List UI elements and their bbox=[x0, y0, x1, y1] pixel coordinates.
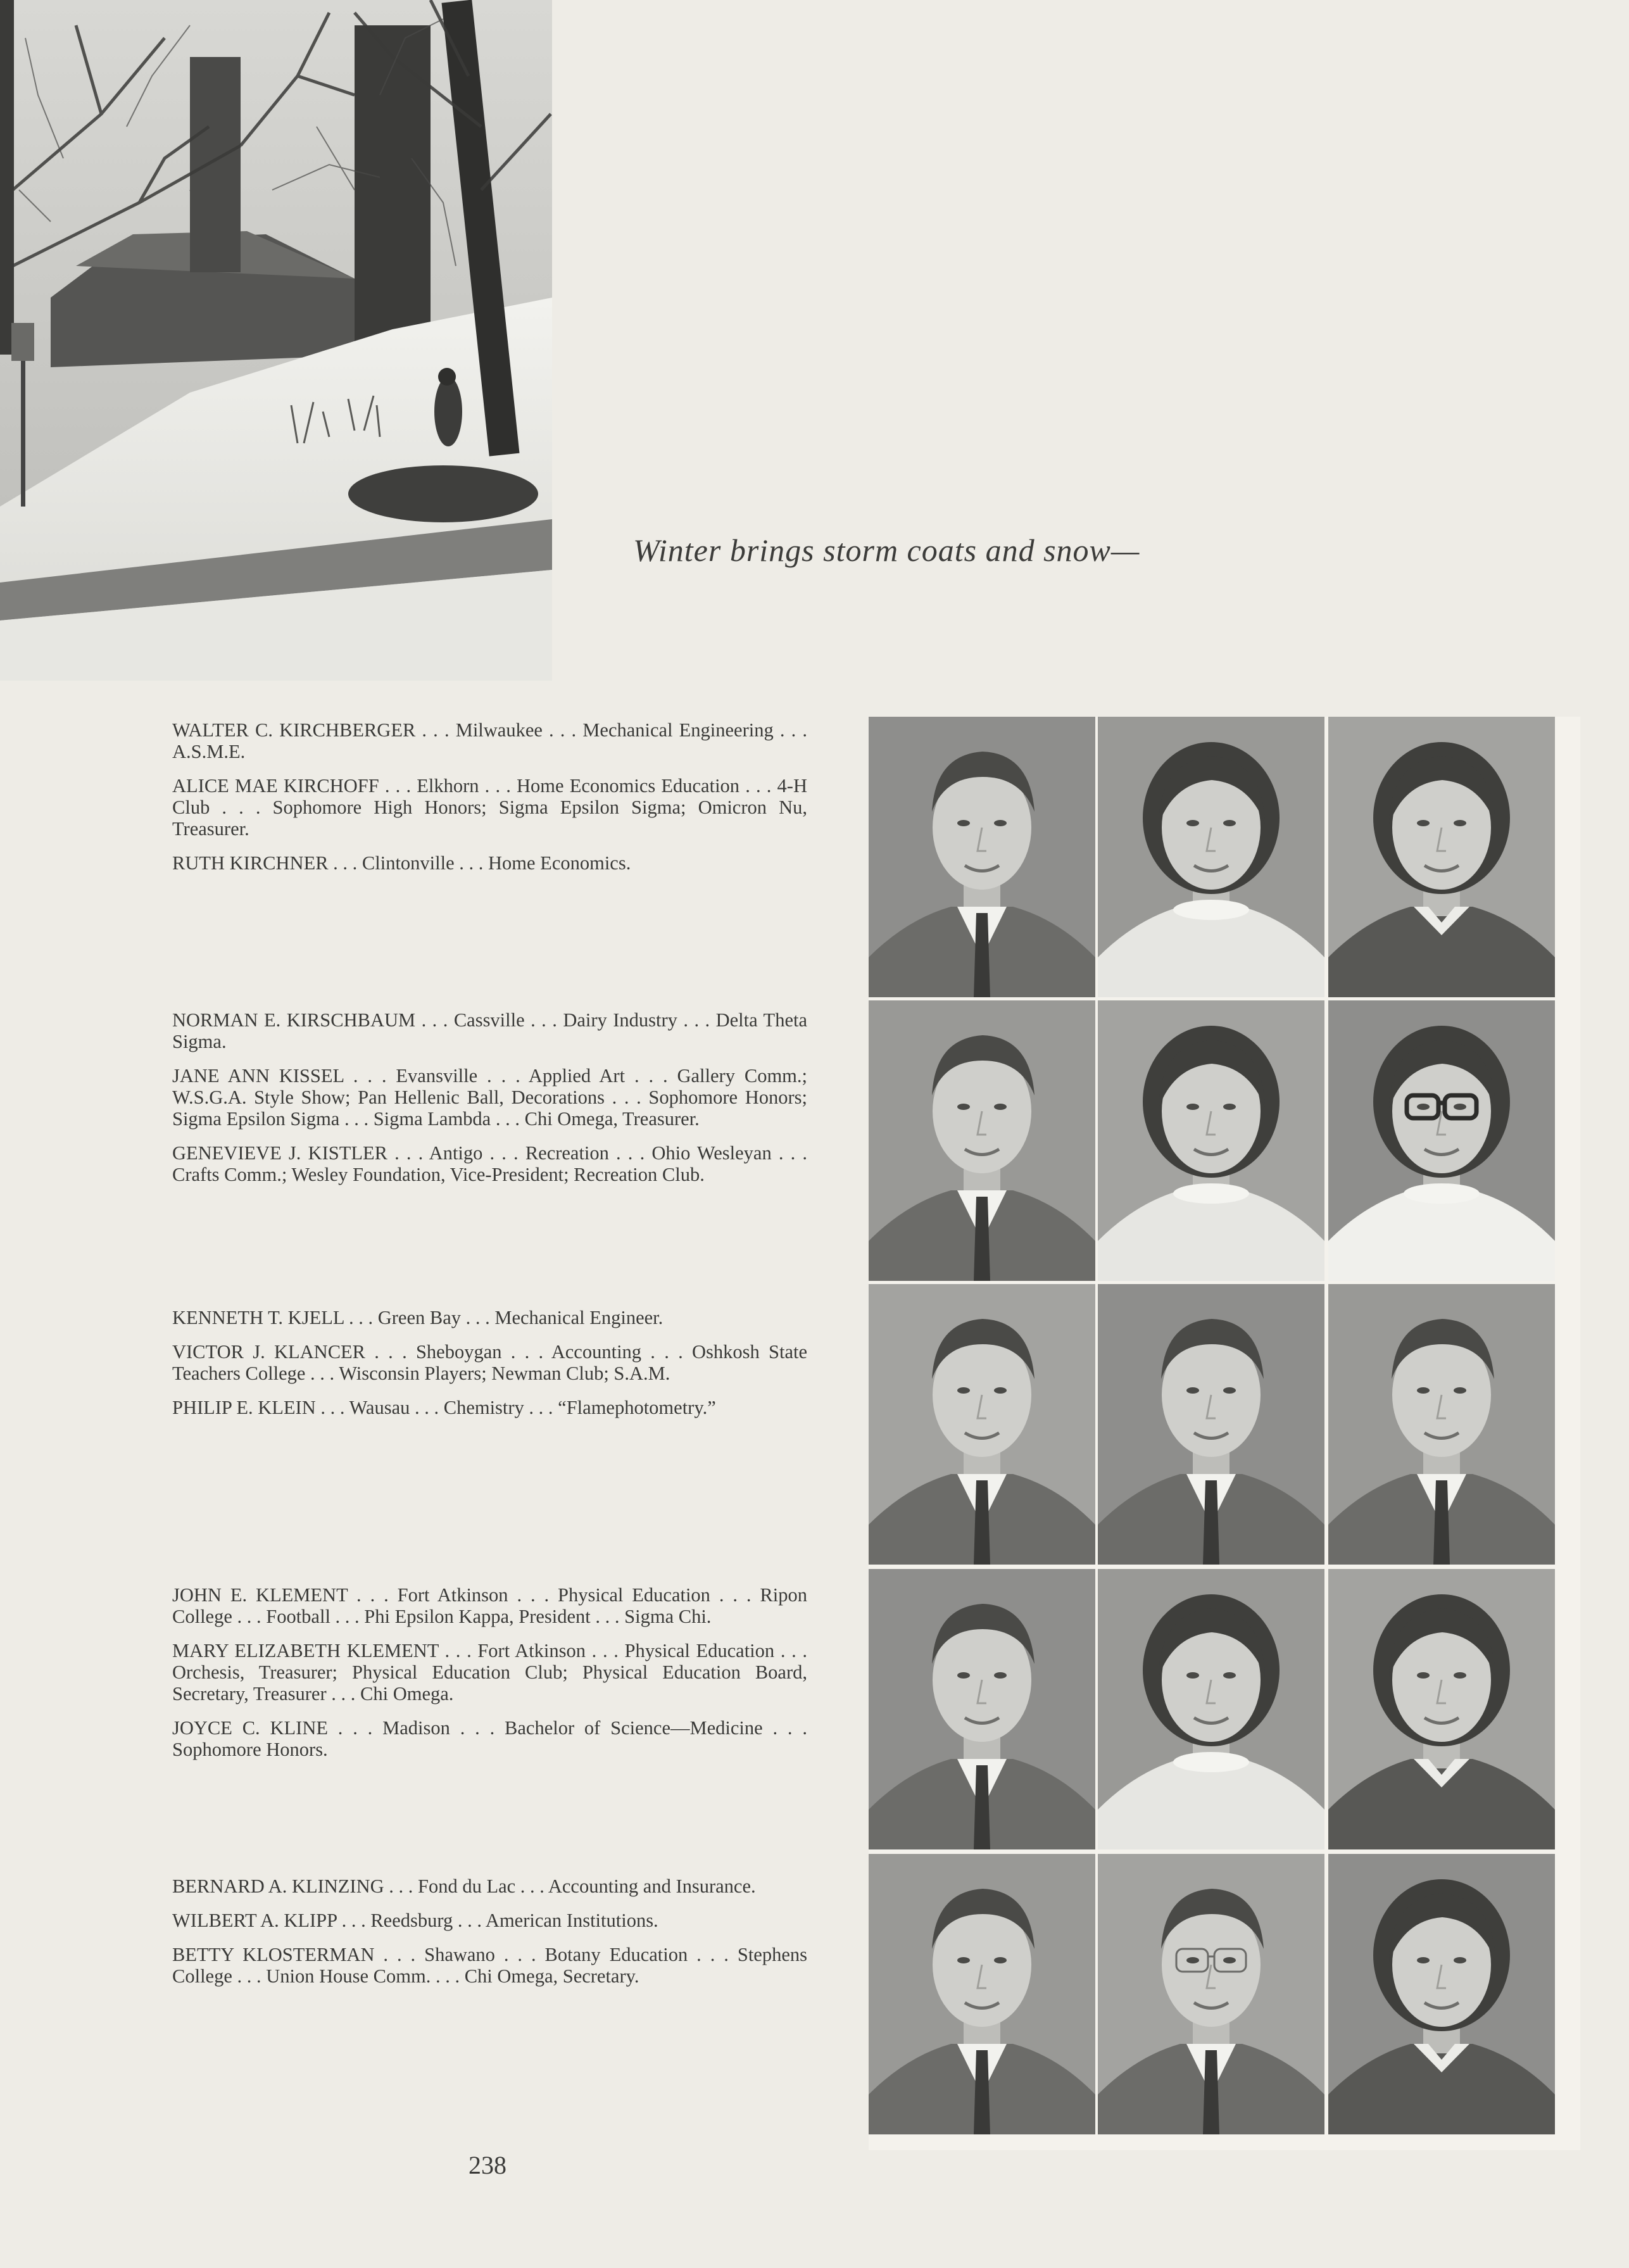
portrait-photo bbox=[1328, 1854, 1555, 2134]
portrait-grid bbox=[869, 717, 1580, 2150]
bio-entry: GENEVIEVE J. KISTLER . . . Antigo . . . Recreation . . . Ohio Wesleyan . . . Crafts Comm.; Wesley Foundation, Vice-President; Recreation Club. bbox=[172, 1142, 807, 1185]
portrait-illustration bbox=[1328, 1284, 1555, 1565]
page-number: 238 bbox=[469, 2151, 506, 2179]
portrait-illustration bbox=[1328, 1854, 1555, 2134]
bio-group-3 bbox=[172, 1307, 807, 1431]
winter-photograph bbox=[0, 0, 552, 681]
portrait-illustration bbox=[1328, 1569, 1555, 1849]
portrait-photo bbox=[1098, 1569, 1324, 1849]
bio-entry: WILBERT A. KLIPP . . . Reedsburg . . . American Institutions. bbox=[172, 1910, 658, 1931]
portrait-illustration bbox=[1098, 1284, 1324, 1565]
bio-entry: JOYCE C. KLINE . . . Madison . . . Bachelor of Science—Medicine . . . Sophomore Honors. bbox=[172, 1717, 807, 1760]
portrait-illustration bbox=[869, 1854, 1095, 2134]
bio-entry: BETTY KLOSTERMAN . . . Shawano . . . Botany Education . . . Stephens College . . . Union House Comm. . . . Chi Omega, Secretary. bbox=[172, 1944, 807, 1987]
bio-entry: VICTOR J. KLANCER . . . Sheboygan . . . Accounting . . . Oshkosh State Teachers College . . . Wisconsin Players; Newman Club; S.A.M. bbox=[172, 1341, 807, 1384]
portrait-illustration bbox=[1098, 1854, 1324, 2134]
bio-entry: WALTER C. KIRCHBERGER . . . Milwaukee . . . Mechanical Engineering . . . A.S.M.E. bbox=[172, 719, 807, 762]
bio-entry: RUTH KIRCHNER . . . Clintonville . . . Home Economics. bbox=[172, 852, 631, 874]
portrait-illustration bbox=[1098, 717, 1324, 997]
portrait-illustration bbox=[1328, 1000, 1555, 1281]
bio-entry: BERNARD A. KLINZING . . . Fond du Lac . . . Accounting and Insurance. bbox=[172, 1875, 756, 1897]
bio-entry: JANE ANN KISSEL . . . Evansville . . . Applied Art . . . Gallery Comm.; W.S.G.A. Style Show; Pan Hellenic Ball, Decorations . . . Sophomore Honors; Sigma Epsilon Sigma . . . Sigma Lambda . . . Chi Omega, Treasurer. bbox=[172, 1065, 807, 1130]
bio-group-1 bbox=[172, 719, 807, 886]
portrait-photo bbox=[869, 1284, 1095, 1565]
bio-entry: NORMAN E. KIRSCHBAUM . . . Cassville . . . Dairy Industry . . . Delta Theta Sigma. bbox=[172, 1009, 807, 1052]
portrait-photo bbox=[1098, 1284, 1324, 1565]
portrait-illustration bbox=[869, 1000, 1095, 1281]
portrait-illustration bbox=[869, 1284, 1095, 1565]
portrait-illustration bbox=[1098, 1000, 1324, 1281]
portrait-photo bbox=[1328, 1569, 1555, 1849]
portrait-illustration bbox=[1098, 1569, 1324, 1849]
bio-group-4 bbox=[172, 1584, 807, 1773]
portrait-illustration bbox=[1328, 717, 1555, 997]
winter-scene-illustration bbox=[0, 0, 552, 681]
bio-group-2 bbox=[172, 1009, 807, 1198]
bio-entry: ALICE MAE KIRCHOFF . . . Elkhorn . . . Home Economics Education . . . 4-H Club . . . Sophomore High Honors; Sigma Epsilon Sigma; Omicron Nu, Treasurer. bbox=[172, 775, 807, 840]
bio-entry: PHILIP E. KLEIN . . . Wausau . . . Chemistry . . . “Flamephotometry.” bbox=[172, 1397, 716, 1418]
portrait-photo bbox=[1328, 717, 1555, 997]
portrait-photo bbox=[869, 1000, 1095, 1281]
bio-group-5 bbox=[172, 1875, 807, 2000]
portrait-photo bbox=[1098, 1854, 1324, 2134]
portrait-photo bbox=[869, 1854, 1095, 2134]
portrait-photo bbox=[1098, 1000, 1324, 1281]
portrait-photo bbox=[1328, 1000, 1555, 1281]
portrait-illustration bbox=[869, 1569, 1095, 1849]
portrait-photo bbox=[1098, 717, 1324, 997]
photo-caption: Winter brings storm coats and snow— bbox=[633, 532, 1140, 568]
bio-entry: KENNETH T. KJELL . . . Green Bay . . . Mechanical Engineer. bbox=[172, 1307, 664, 1328]
portrait-illustration bbox=[869, 717, 1095, 997]
portrait-photo bbox=[869, 717, 1095, 997]
portrait-photo bbox=[869, 1569, 1095, 1849]
bio-entry: MARY ELIZABETH KLEMENT . . . Fort Atkinson . . . Physical Education . . . Orchesis, Treasurer; Physical Education Club; Physical Education Board, Secretary, Treasurer . . . Chi Omega. bbox=[172, 1640, 807, 1704]
portrait-photo bbox=[1328, 1284, 1555, 1565]
bio-entry: JOHN E. KLEMENT . . . Fort Atkinson . . . Physical Education . . . Ripon College . . . Football . . . Phi Epsilon Kappa, President . . . Sigma Chi. bbox=[172, 1584, 807, 1627]
